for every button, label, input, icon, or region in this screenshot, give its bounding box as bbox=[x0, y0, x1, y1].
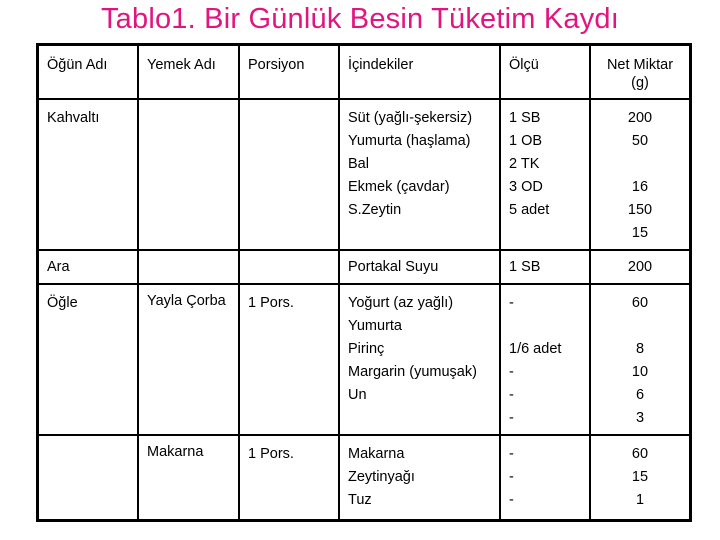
measure-item: 1 SB bbox=[509, 110, 541, 126]
portion-value: 1 Pors. bbox=[248, 446, 294, 462]
ingredient-item: S.Zeytin bbox=[348, 202, 402, 218]
food-log-table bbox=[36, 43, 692, 522]
ingredient-item: Margarin (yumuşak) bbox=[348, 364, 477, 380]
ingredients-cell bbox=[339, 99, 500, 250]
table-row bbox=[38, 284, 690, 435]
measure-item: - bbox=[509, 492, 514, 508]
ingredient-item: Makarna bbox=[348, 446, 405, 462]
measure-cell bbox=[500, 284, 590, 435]
portion-cell bbox=[239, 250, 339, 284]
net-amount-cell bbox=[590, 250, 690, 284]
measure-item: - bbox=[509, 364, 514, 380]
ingredient-item: Yumurta (haşlama) bbox=[348, 133, 471, 149]
net-amount-item: 3 bbox=[635, 410, 645, 426]
header-net-amount: Net Miktar (g) bbox=[590, 45, 690, 99]
net-amount-cell bbox=[590, 99, 690, 250]
measure-item: 3 OD bbox=[509, 179, 543, 195]
ingredient-item: Bal bbox=[348, 156, 369, 172]
table-row bbox=[38, 99, 690, 250]
net-amount-cell bbox=[590, 435, 690, 520]
measure-item: - bbox=[509, 295, 514, 311]
page-title: Tablo1. Bir Günlük Besin Tüketim Kaydı bbox=[100, 3, 620, 35]
dish-name: Yayla Çorba bbox=[147, 293, 226, 309]
header-meal: Öğün Adı bbox=[38, 45, 138, 99]
meal-name: Öğle bbox=[47, 295, 78, 311]
measure-item: 1/6 adet bbox=[509, 341, 562, 357]
measure-item: 5 adet bbox=[509, 202, 550, 218]
ingredient-item: Un bbox=[348, 387, 367, 403]
meal-cell bbox=[38, 284, 138, 435]
measure-item: - bbox=[509, 446, 514, 462]
portion-cell bbox=[239, 284, 339, 435]
measure-item: 1 OB bbox=[509, 133, 543, 149]
net-amount-item: 10 bbox=[631, 364, 649, 380]
measure-item: - bbox=[509, 387, 514, 403]
ingredient-item: Pirinç bbox=[348, 341, 385, 357]
ingredient-item: Süt (yağlı-şekersiz) bbox=[348, 110, 473, 126]
ingredients-cell bbox=[339, 284, 500, 435]
header-portion: Porsiyon bbox=[239, 45, 339, 99]
ingredients-cell bbox=[339, 435, 500, 520]
table-row bbox=[38, 250, 690, 284]
net-amount-item bbox=[599, 153, 681, 176]
ingredient-item: Yumurta bbox=[348, 318, 402, 334]
net-amount-item: 60 bbox=[631, 446, 649, 462]
portion-value: 1 Pors. bbox=[248, 295, 294, 311]
net-amount-item: 15 bbox=[631, 225, 649, 241]
ingredient-item: Tuz bbox=[348, 492, 372, 508]
meal-cell bbox=[38, 250, 138, 284]
net-amount-item: 6 bbox=[635, 387, 645, 403]
net-amount-item: 16 bbox=[631, 179, 649, 195]
meal-cell bbox=[38, 99, 138, 250]
portion-cell bbox=[239, 435, 339, 520]
header-dish: Yemek Adı bbox=[138, 45, 239, 99]
net-amount-item: 1 bbox=[635, 492, 645, 508]
measure-item: 1 SB bbox=[509, 259, 541, 275]
ingredient-item: Zeytinyağı bbox=[348, 469, 415, 485]
table-row bbox=[38, 435, 690, 520]
ingredient-item: Yoğurt (az yağlı) bbox=[348, 295, 454, 311]
header-ingredients: İçindekiler bbox=[339, 45, 500, 99]
header-measure: Ölçü bbox=[500, 45, 590, 99]
measure-cell bbox=[500, 435, 590, 520]
net-amount-item: 8 bbox=[635, 341, 645, 357]
net-amount-item: 200 bbox=[627, 110, 653, 126]
meal-name: Kahvaltı bbox=[47, 110, 100, 126]
measure-item bbox=[509, 315, 581, 338]
dish-name: Makarna bbox=[147, 444, 204, 460]
net-amount-item: 150 bbox=[627, 202, 653, 218]
net-amount-item: 200 bbox=[627, 259, 653, 275]
dish-cell bbox=[138, 435, 239, 520]
measure-cell bbox=[500, 99, 590, 250]
net-amount-item: 60 bbox=[631, 295, 649, 311]
ingredients-cell bbox=[339, 250, 500, 284]
measure-item: - bbox=[509, 469, 514, 485]
measure-item: - bbox=[509, 410, 514, 426]
header-row bbox=[38, 45, 690, 99]
net-amount-item: 15 bbox=[631, 469, 649, 485]
net-amount-item bbox=[599, 315, 681, 338]
dish-cell bbox=[138, 284, 239, 435]
dish-cell bbox=[138, 250, 239, 284]
ingredient-item: Ekmek (çavdar) bbox=[348, 179, 450, 195]
measure-item: 2 TK bbox=[509, 156, 540, 172]
portion-cell bbox=[239, 99, 339, 250]
net-amount-item: 50 bbox=[631, 133, 649, 149]
net-amount-cell bbox=[590, 284, 690, 435]
dish-cell bbox=[138, 99, 239, 250]
meal-name: Ara bbox=[47, 259, 70, 275]
ingredient-item: Portakal Suyu bbox=[348, 259, 439, 275]
measure-cell bbox=[500, 250, 590, 284]
meal-cell bbox=[38, 435, 138, 520]
